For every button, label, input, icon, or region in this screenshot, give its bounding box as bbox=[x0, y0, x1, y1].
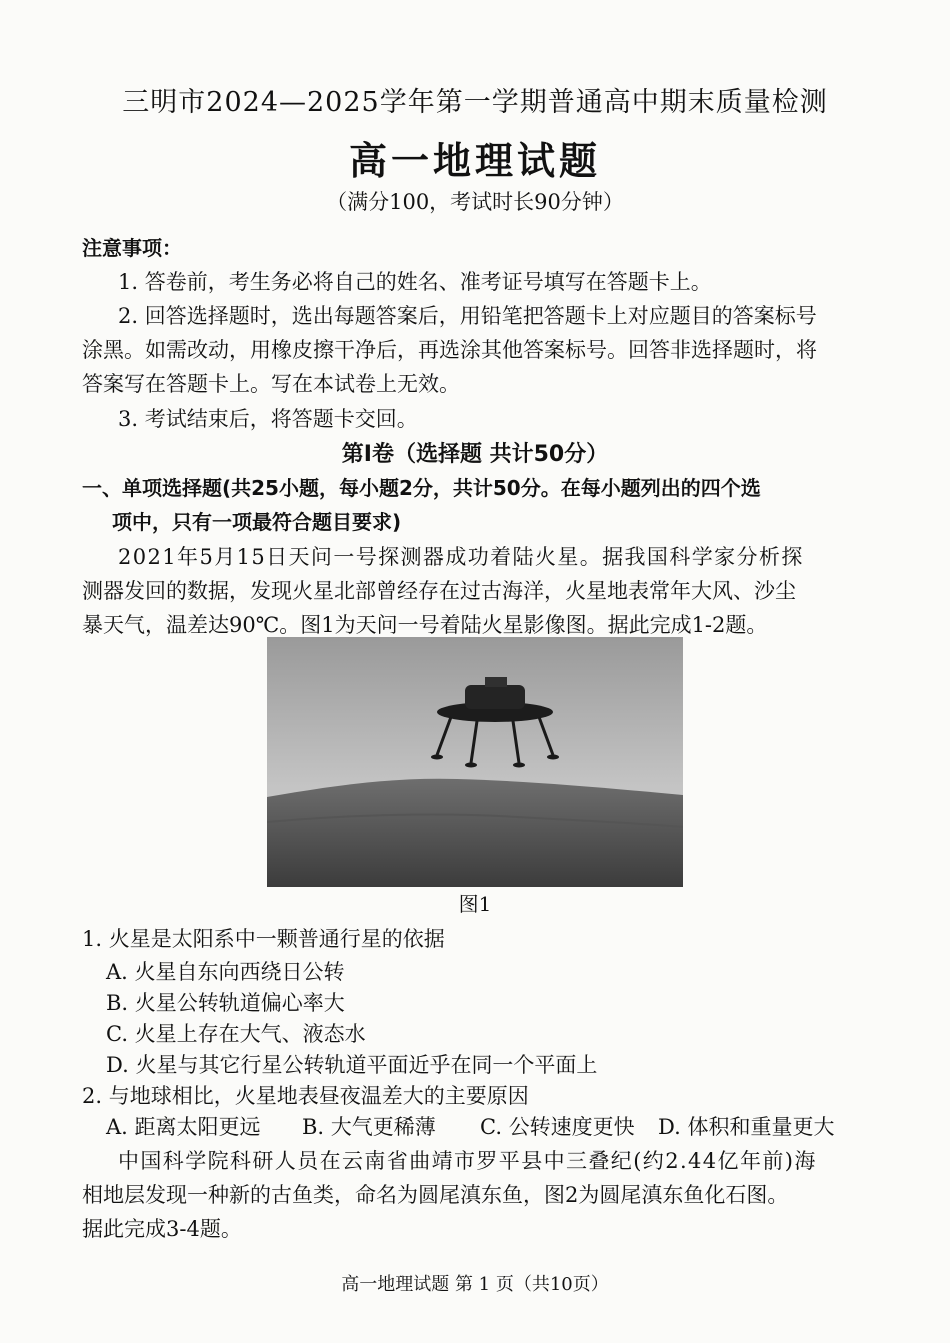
passage-1-line-3: 暴天气，温差达90℃。图1为天问一号着陆火星影像图。据此完成1-2题。 bbox=[82, 613, 768, 637]
notice-item-3: 3. 考试结束后，将答题卡交回。 bbox=[118, 407, 418, 431]
question-1-option-c: C. 火星上存在大气、液态水 bbox=[106, 1022, 366, 1046]
exam-header: 三明市2024—2025学年第一学期普通高中期末质量检测 bbox=[122, 87, 828, 118]
page-footer: 高一地理试题 第 1 页（共10页） bbox=[341, 1274, 609, 1295]
passage-2-line-3: 据此完成3-4题。 bbox=[82, 1217, 242, 1241]
passage-2-line-1: 中国科学院科研人员在云南省曲靖市罗平县中三叠纪(约2.44亿年前)海 bbox=[118, 1149, 817, 1173]
question-2-option-c: C. 公转速度更快 bbox=[480, 1115, 635, 1139]
passage-2-line-2: 相地层发现一种新的古鱼类，命名为圆尾滇东鱼，图2为圆尾滇东鱼化石图。 bbox=[82, 1183, 789, 1207]
section-heading-line-2: 项中，只有一项最符合题目要求) bbox=[112, 510, 402, 534]
passage-1-line-1: 2021年5月15日天问一号探测器成功着陆火星。据我国科学家分析探 bbox=[118, 545, 804, 569]
mars-terrain bbox=[267, 779, 683, 887]
question-2-option-d: D. 体积和重量更大 bbox=[658, 1115, 835, 1139]
notice-heading: 注意事项： bbox=[82, 236, 182, 260]
question-1-option-a: A. 火星自东向西绕日公转 bbox=[106, 960, 345, 984]
section-heading-line-1: 一、单项选择题(共25小题，每小题2分，共计50分。在每小题列出的四个选 bbox=[82, 476, 761, 500]
notice-item-2-line-1: 2. 回答选择题时，选出每题答案后，用铅笔把答题卡上对应题目的答案标号 bbox=[118, 304, 817, 328]
notice-item-2-line-2: 涂黑。如需改动，用橡皮擦干净后，再选涂其他答案标号。回答非选择题时，将 bbox=[82, 338, 817, 362]
exam-info: （满分100，考试时长90分钟） bbox=[326, 190, 624, 214]
part-1-title: 第Ⅰ卷（选择题 共计50分） bbox=[341, 442, 609, 467]
question-2-stem: 2. 与地球相比，火星地表昼夜温差大的主要原因 bbox=[82, 1084, 529, 1108]
question-1-stem: 1. 火星是太阳系中一颗普通行星的依据 bbox=[82, 927, 445, 951]
figure-1-mars-lander-image bbox=[267, 637, 683, 887]
notice-item-2-line-3: 答案写在答题卡上。写在本试卷上无效。 bbox=[82, 372, 460, 396]
question-1-option-b: B. 火星公转轨道偏心率大 bbox=[106, 991, 345, 1015]
question-2-option-a: A. 距离太阳更远 bbox=[106, 1115, 261, 1139]
question-1-option-d: D. 火星与其它行星公转轨道平面近乎在同一个平面上 bbox=[106, 1053, 598, 1077]
question-2-option-b: B. 大气更稀薄 bbox=[302, 1115, 436, 1139]
page-title: 高一地理试题 bbox=[348, 138, 601, 183]
passage-1-line-2: 测器发回的数据，发现火星北部曾经存在过古海洋，火星地表常年大风、沙尘 bbox=[82, 579, 796, 603]
notice-item-1: 1. 答卷前，考生务必将自己的姓名、准考证号填写在答题卡上。 bbox=[118, 270, 712, 294]
figure-1-caption: 图1 bbox=[458, 892, 492, 916]
